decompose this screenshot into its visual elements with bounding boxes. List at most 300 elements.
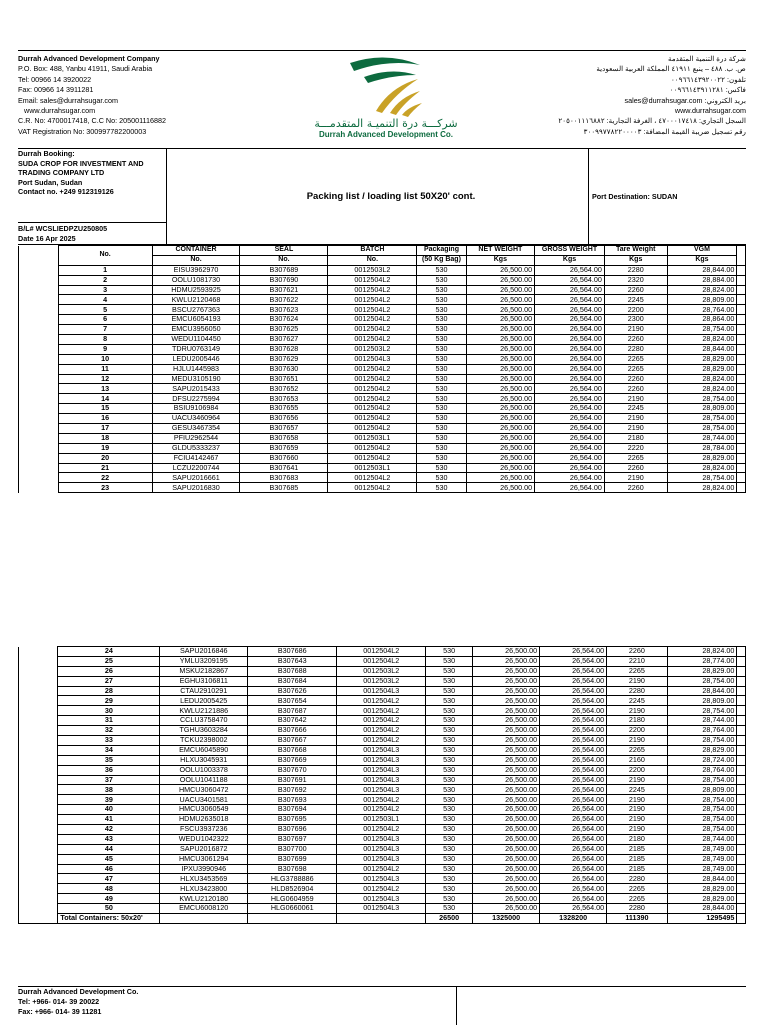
container-no: KWLU2120180: [160, 894, 248, 904]
row-no: 41: [58, 815, 160, 825]
tare-weight: 2200: [604, 305, 667, 315]
net-weight: 26,500.00: [473, 666, 540, 676]
table-row: [19, 825, 746, 835]
seal-no: B307666: [248, 726, 337, 736]
document-date: Date 16 Apr 2025: [18, 233, 76, 243]
table-row: [19, 785, 746, 795]
net-weight: 26,500.00: [473, 904, 540, 914]
container-no: HDMU2635018: [160, 815, 248, 825]
blank-cell: [19, 404, 59, 414]
blank-cell: [737, 265, 746, 275]
seal-no: B307630: [240, 364, 328, 374]
batch-no: 0012503L1: [328, 463, 417, 473]
blank-cell: [19, 874, 58, 884]
blank-cell: [19, 854, 58, 864]
seal-no: B307623: [240, 305, 328, 315]
table-row: [19, 854, 746, 864]
row-no: 6: [58, 315, 152, 325]
blank-cell: [737, 305, 746, 315]
table-row: [19, 265, 746, 275]
packaging: 530: [417, 354, 466, 364]
tare-weight: 2265: [607, 884, 668, 894]
gross-weight: 26,564.00: [535, 285, 605, 295]
row-no: 4: [58, 295, 152, 305]
gross-weight: 26,564.00: [535, 275, 605, 285]
gross-weight: 26,564.00: [535, 463, 605, 473]
tare-weight: 2265: [604, 364, 667, 374]
gross-weight: 26,564.00: [540, 894, 607, 904]
blank-cell: [19, 647, 58, 657]
bl-block: [18, 222, 166, 243]
blank-cell: [19, 904, 58, 914]
blank-cell: [737, 295, 746, 305]
seal-no: B307693: [248, 795, 337, 805]
vgm: 28,809.00: [667, 404, 737, 414]
tare-weight: 2245: [604, 404, 667, 414]
table-row: [19, 864, 746, 874]
document-title: Packing list / loading list 50X20' cont.: [306, 191, 476, 202]
blank-cell: [19, 473, 59, 483]
batch-no: 0012504L3: [337, 834, 426, 844]
gross-weight: 26,564.00: [535, 414, 605, 424]
packaging: 530: [417, 295, 466, 305]
net-weight: 26,500.00: [473, 676, 540, 686]
ar-line: السجل التجاري: ٤٧٠٠٠١٧٤١٨ ، الغرفة التجارية: ٢٠٥٠٠١١١٦٨٨٢: [558, 116, 746, 126]
packaging: 530: [417, 463, 466, 473]
blank-cell: [737, 914, 746, 924]
row-no: 30: [58, 706, 160, 716]
table-row: [19, 414, 746, 424]
consignee-line: Port Sudan, Sudan: [18, 177, 83, 187]
gross-weight: 26,564.00: [535, 483, 605, 493]
packaging: 530: [426, 686, 473, 696]
table-row: [19, 765, 746, 775]
gross-weight: 26,564.00: [540, 666, 607, 676]
tare-weight: 2245: [604, 295, 667, 305]
tare-weight: 2200: [607, 765, 668, 775]
net-weight: 26,500.00: [466, 295, 535, 305]
batch-no: 0012504L3: [337, 775, 426, 785]
blank-cell: [737, 275, 746, 285]
container-no: LEDU2005446: [152, 354, 240, 364]
batch-no: 0012504L3: [337, 894, 426, 904]
gross-weight: 26,564.00: [535, 453, 605, 463]
row-no: 8: [58, 335, 152, 345]
col-net-weight: NET WEIGHT: [466, 246, 535, 256]
company-cr: C.R. No: 4700017418, C.C No: 205001116882: [18, 116, 166, 126]
seal-no: B307684: [248, 676, 337, 686]
gross-weight: 26,564.00: [540, 805, 607, 815]
tare-weight: 2190: [607, 825, 668, 835]
vgm: 28,754.00: [667, 473, 737, 483]
gross-weight: 26,564.00: [540, 716, 607, 726]
blank-cell: [737, 864, 746, 874]
table-row: [19, 894, 746, 904]
seal-no: B307641: [240, 463, 328, 473]
row-no: 12: [58, 374, 152, 384]
vgm: 28,754.00: [667, 394, 737, 404]
blank-cell: [19, 686, 58, 696]
container-no: EMCU3956050: [152, 325, 240, 335]
blank-cell: [19, 384, 59, 394]
seal-no: B307698: [248, 864, 337, 874]
tare-weight: 2190: [604, 325, 667, 335]
batch-no: 0012504L2: [337, 805, 426, 815]
batch-no: 0012504L2: [328, 443, 417, 453]
ar-line: ص. ب. ٤٨٨ – ينبع ٤١٩١١ المملكة العربية السعودية: [596, 64, 746, 74]
blank-cell: [737, 433, 746, 443]
batch-no: 0012504L2: [328, 364, 417, 374]
blank-cell: [737, 354, 746, 364]
seal-no: B307700: [248, 844, 337, 854]
packaging: 530: [426, 785, 473, 795]
row-no: 23: [58, 483, 152, 493]
net-weight: 26,500.00: [466, 335, 535, 345]
tare-weight: 2260: [604, 384, 667, 394]
packaging: 530: [426, 864, 473, 874]
gross-weight: 26,564.00: [535, 404, 605, 414]
container-no: WEDU1104450: [152, 335, 240, 345]
packaging: 530: [426, 696, 473, 706]
table-row: [19, 463, 746, 473]
booking-section: [18, 149, 746, 245]
net-weight: 26,500.00: [466, 374, 535, 384]
gross-weight: 26,564.00: [535, 384, 605, 394]
batch-no: 0012504L2: [328, 384, 417, 394]
col-vgm: VGM: [667, 246, 737, 256]
blank-cell: [19, 676, 58, 686]
net-weight: 26,500.00: [466, 424, 535, 434]
net-weight: 26,500.00: [466, 315, 535, 325]
net-weight: 26,500.00: [473, 765, 540, 775]
seal-no: B307695: [248, 815, 337, 825]
col-sub: Kgs: [535, 255, 605, 265]
container-no: BSIU9106984: [152, 404, 240, 414]
col-packaging: Packaging: [417, 246, 466, 256]
row-no: 50: [58, 904, 160, 914]
col-container: CONTAINER: [152, 246, 240, 256]
batch-no: 0012503L1: [328, 433, 417, 443]
batch-no: 0012504L2: [328, 325, 417, 335]
blank-cell: [737, 755, 746, 765]
table-row: [19, 483, 746, 493]
net-weight: 26,500.00: [473, 745, 540, 755]
col-seal: SEAL: [240, 246, 328, 256]
row-no: 19: [58, 443, 152, 453]
gross-weight: 26,564.00: [540, 765, 607, 775]
row-no: 40: [58, 805, 160, 815]
packaging: 530: [417, 453, 466, 463]
blank-cell: [737, 483, 746, 493]
blank-cell: [19, 775, 58, 785]
blank-cell: [19, 265, 59, 275]
seal-no: B307657: [240, 424, 328, 434]
total-net: 1325000: [473, 914, 540, 924]
blank-cell: [737, 424, 746, 434]
blank-cell: [737, 404, 746, 414]
net-weight: 26,500.00: [473, 785, 540, 795]
container-no: FCIU4142467: [152, 453, 240, 463]
blank-cell: [19, 894, 58, 904]
company-address: P.O. Box: 488, Yanbu 41911, Saudi Arabia: [18, 64, 153, 74]
vgm: 28,829.00: [667, 745, 737, 755]
net-weight: 26,500.00: [473, 696, 540, 706]
seal-no: B307643: [248, 656, 337, 666]
container-no: TGHU3603284: [160, 726, 248, 736]
company-name: Durrah Advanced Development Company: [18, 54, 160, 63]
row-no: 46: [58, 864, 160, 874]
net-weight: 26,500.00: [466, 364, 535, 374]
packaging: 530: [426, 775, 473, 785]
blank-cell: [337, 914, 426, 924]
vgm: 28,724.00: [667, 755, 737, 765]
seal-no: B307686: [248, 647, 337, 657]
table-row: [19, 844, 746, 854]
packaging: 530: [426, 755, 473, 765]
table-row: [19, 433, 746, 443]
tare-weight: 2200: [607, 726, 668, 736]
row-no: 39: [58, 795, 160, 805]
blank-cell: [737, 844, 746, 854]
gross-weight: 26,564.00: [540, 656, 607, 666]
container-no: KWLU2120468: [152, 295, 240, 305]
blank-cell: [19, 785, 58, 795]
vgm: 28,824.00: [667, 483, 737, 493]
table-row: [19, 716, 746, 726]
blank-cell: [19, 483, 59, 493]
container-no: HMCU3060549: [160, 805, 248, 815]
batch-no: 0012504L2: [337, 795, 426, 805]
footer-tel: Tel: +966- 014- 39 20022: [18, 997, 100, 1006]
blank-cell: [19, 656, 58, 666]
packaging: 530: [426, 805, 473, 815]
packaging: 530: [417, 473, 466, 483]
gross-weight: 26,564.00: [535, 325, 605, 335]
vgm: 28,774.00: [667, 656, 737, 666]
blank-cell: [737, 453, 746, 463]
container-no: HDMU2593925: [152, 285, 240, 295]
ar-line: شركة درة التنمية المتقدمة: [667, 54, 746, 63]
table-row: [19, 305, 746, 315]
gross-weight: 26,564.00: [540, 874, 607, 884]
container-no: KWLU2121886: [160, 706, 248, 716]
row-no: 34: [58, 745, 160, 755]
tare-weight: 2300: [604, 315, 667, 325]
seal-no: B307653: [240, 394, 328, 404]
tare-weight: 2185: [607, 864, 668, 874]
blank-cell: [19, 736, 58, 746]
batch-no: 0012504L3: [328, 354, 417, 364]
net-weight: 26,500.00: [466, 404, 535, 414]
table-row: [19, 805, 746, 815]
blank-cell: [737, 696, 746, 706]
container-no: LEDU2005425: [160, 696, 248, 706]
col-gross-weight: GROSS WEIGHT: [535, 246, 605, 256]
packaging: 530: [426, 656, 473, 666]
packaging: 530: [426, 795, 473, 805]
packaging: 530: [417, 394, 466, 404]
table-row: [19, 443, 746, 453]
net-weight: 26,500.00: [466, 354, 535, 364]
vgm: 28,754.00: [667, 825, 737, 835]
vgm: 28,829.00: [667, 354, 737, 364]
container-no: HLXU3423800: [160, 884, 248, 894]
col-sub: No.: [240, 255, 328, 265]
blank-cell: [737, 666, 746, 676]
row-no: 20: [58, 453, 152, 463]
blank-cell: [19, 433, 59, 443]
company-fax: Fax: 00966 14 3911281: [18, 85, 94, 95]
packaging: 530: [426, 825, 473, 835]
blank-cell: [737, 805, 746, 815]
blank-cell: [19, 805, 58, 815]
vgm: 28,744.00: [667, 433, 737, 443]
gross-weight: 26,564.00: [535, 354, 605, 364]
seal-no: B307685: [240, 483, 328, 493]
seal-no: HLG0660061: [248, 904, 337, 914]
seal-no: B307625: [240, 325, 328, 335]
blank-cell: [19, 864, 58, 874]
row-no: 32: [58, 726, 160, 736]
packaging: 530: [426, 716, 473, 726]
vgm: 28,754.00: [667, 325, 737, 335]
tare-weight: 2190: [607, 676, 668, 686]
row-no: 47: [58, 874, 160, 884]
table-row: [19, 696, 746, 706]
blank-cell: [19, 844, 58, 854]
blank-cell: [737, 384, 746, 394]
blank-cell: [737, 647, 746, 657]
seal-no: B307622: [240, 295, 328, 305]
blank-cell: [737, 443, 746, 453]
batch-no: 0012503L2: [337, 676, 426, 686]
vgm: 28,764.00: [667, 765, 737, 775]
row-no: 3: [58, 285, 152, 295]
gross-weight: 26,564.00: [540, 844, 607, 854]
table-row: [19, 834, 746, 844]
gross-weight: 26,564.00: [540, 825, 607, 835]
net-weight: 26,500.00: [466, 394, 535, 404]
seal-no: B307658: [240, 433, 328, 443]
container-no: OOLU1041188: [160, 775, 248, 785]
blank-cell: [19, 453, 59, 463]
blank-cell: [737, 884, 746, 894]
net-weight: 26,500.00: [473, 686, 540, 696]
blank-cell: [19, 914, 58, 924]
blank-cell: [19, 795, 58, 805]
footer-company: Durrah Advanced Development Co.: [18, 987, 139, 996]
gross-weight: 26,564.00: [535, 394, 605, 404]
table-row: [19, 775, 746, 785]
seal-no: B307670: [248, 765, 337, 775]
vgm: 28,744.00: [667, 716, 737, 726]
table-row: [19, 473, 746, 483]
blank-cell: [737, 894, 746, 904]
blank-cell: [737, 904, 746, 914]
port-destination: Port Destination: SUDAN: [588, 149, 746, 244]
row-no: 33: [58, 736, 160, 746]
row-no: 26: [58, 666, 160, 676]
packing-list-page-2: [18, 646, 746, 924]
vgm: 28,754.00: [667, 736, 737, 746]
vgm: 28,754.00: [667, 414, 737, 424]
container-no: EISU3962970: [152, 265, 240, 275]
blank-cell: [19, 696, 58, 706]
blank-cell: [19, 374, 59, 384]
container-no: UACU3460964: [152, 414, 240, 424]
tare-weight: 2185: [607, 844, 668, 854]
net-weight: 26,500.00: [473, 726, 540, 736]
batch-no: 0012504L2: [337, 706, 426, 716]
blank-cell: [19, 354, 59, 364]
packaging: 530: [417, 424, 466, 434]
table-row: [19, 453, 746, 463]
packaging: 530: [417, 374, 466, 384]
batch-no: 0012504L2: [328, 275, 417, 285]
blank-cell: [737, 825, 746, 835]
blank-cell: [19, 716, 58, 726]
packaging: 530: [426, 854, 473, 864]
packaging: 530: [417, 364, 466, 374]
row-no: 44: [58, 844, 160, 854]
vgm: 28,754.00: [667, 706, 737, 716]
gross-weight: 26,564.00: [540, 755, 607, 765]
gross-weight: 26,564.00: [540, 834, 607, 844]
batch-no: 0012503L2: [328, 265, 417, 275]
tare-weight: 2280: [604, 265, 667, 275]
container-no: EGHU3106811: [160, 676, 248, 686]
vgm: 28,864.00: [667, 315, 737, 325]
footer: [18, 986, 746, 1025]
blank-cell: [248, 914, 337, 924]
packaging: 530: [426, 884, 473, 894]
row-no: 27: [58, 676, 160, 686]
packaging: 530: [426, 765, 473, 775]
net-weight: 26,500.00: [466, 285, 535, 295]
net-weight: 26,500.00: [473, 805, 540, 815]
packing-list-page-1: [18, 50, 746, 493]
blank-cell: [737, 414, 746, 424]
gross-weight: 26,564.00: [540, 795, 607, 805]
blank-cell: [737, 335, 746, 345]
gross-weight: 26,564.00: [535, 473, 605, 483]
blank-cell: [19, 364, 59, 374]
batch-no: 0012503L2: [337, 666, 426, 676]
packaging: 530: [426, 844, 473, 854]
tare-weight: 2265: [607, 745, 668, 755]
vgm: 28,829.00: [667, 364, 737, 374]
blank-cell: [737, 686, 746, 696]
blank-cell: [19, 463, 59, 473]
vgm: 28,829.00: [667, 453, 737, 463]
col-batch: BATCH: [328, 246, 417, 256]
container-no: GESU3467354: [152, 424, 240, 434]
batch-no: 0012504L2: [337, 656, 426, 666]
vgm: 28,754.00: [667, 676, 737, 686]
net-weight: 26,500.00: [473, 884, 540, 894]
bill-of-lading: B/L# WCSLIEDPZU250805: [18, 224, 108, 233]
row-no: 42: [58, 825, 160, 835]
packaging: 530: [426, 874, 473, 884]
batch-no: 0012503L1: [337, 815, 426, 825]
blank-cell: [19, 295, 59, 305]
batch-no: 0012504L2: [337, 825, 426, 835]
net-weight: 26,500.00: [473, 864, 540, 874]
net-weight: 26,500.00: [466, 483, 535, 493]
net-weight: 26,500.00: [466, 433, 535, 443]
batch-no: 0012504L2: [328, 305, 417, 315]
blank-cell: [737, 473, 746, 483]
